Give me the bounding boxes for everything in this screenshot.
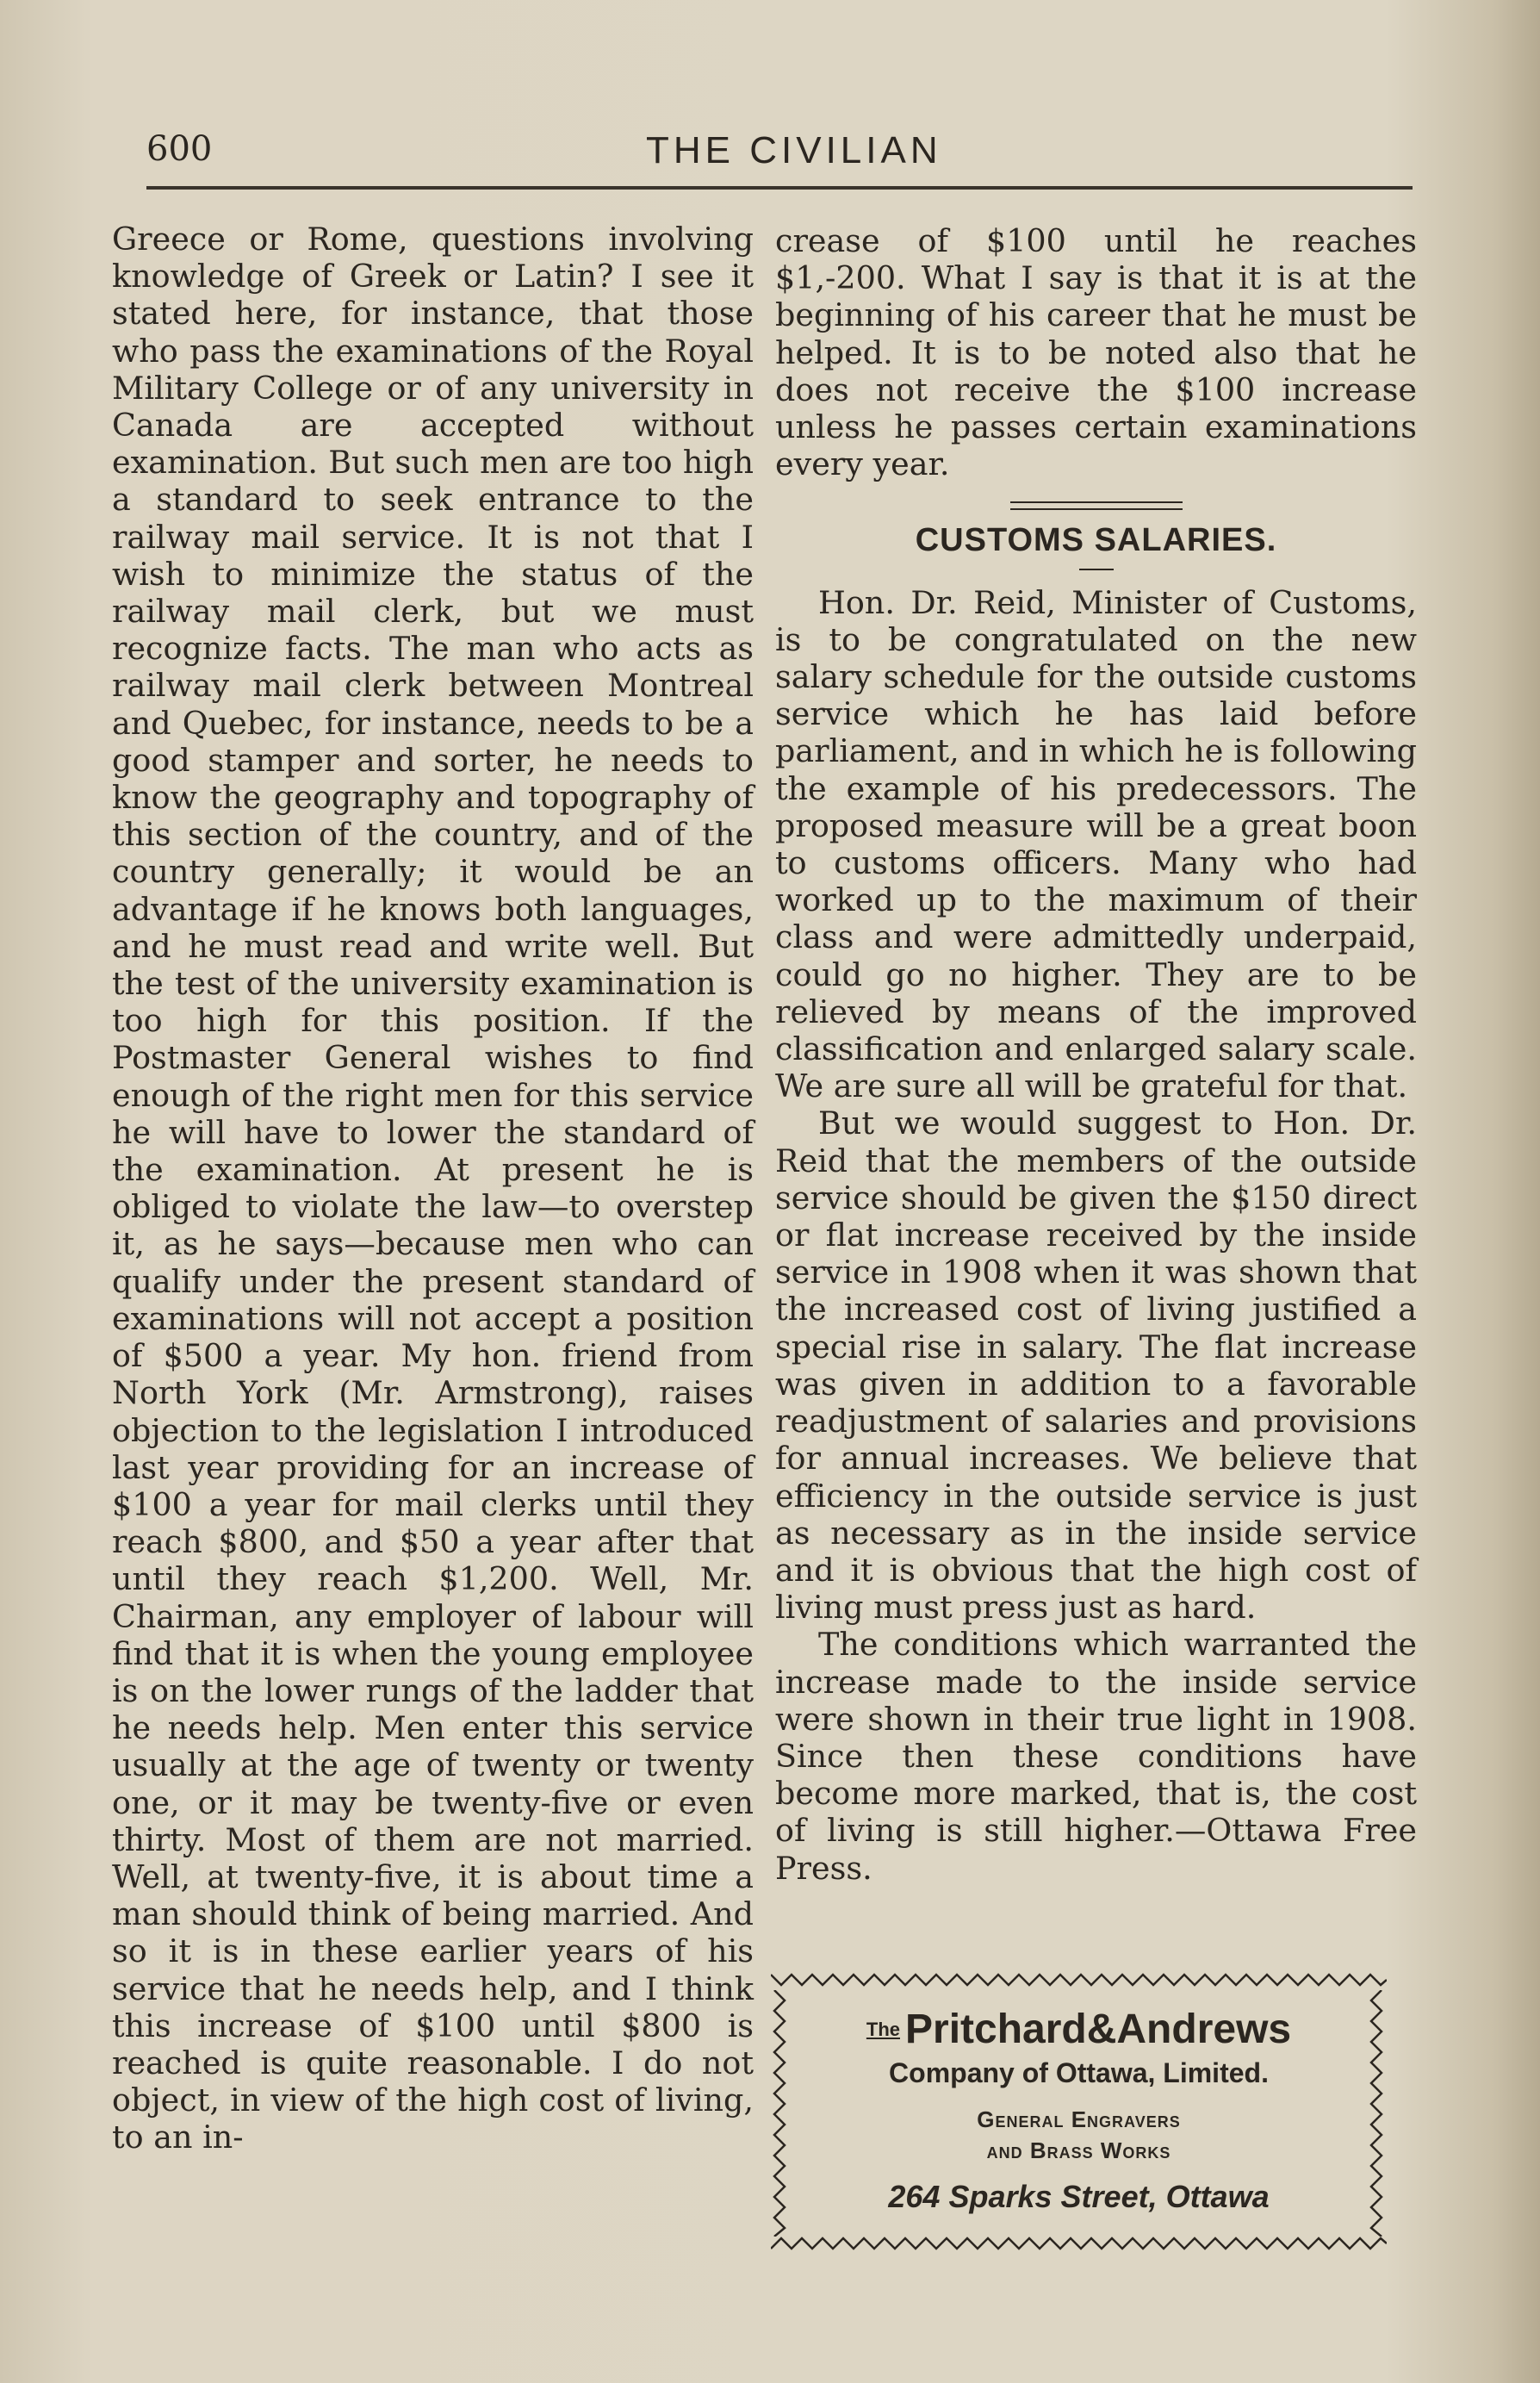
publication-title: THE CIVILIAN [646,129,942,171]
left-column [112,221,754,2156]
ad-services-line-1: General Engravers [977,2106,1181,2132]
ad-the: The [866,2019,900,2040]
advertisement [771,1971,1387,2255]
left-column-paragraph: Greece or Rome, questions involving knowledge of Greek or Latin? I see it stated here, for instance, that those who pass the examinations of the Royal Military College or of any university in Canada are accepted without examination. But such men are too high a standard to seek entrance to the railway mail service. It is not that I wish to minimize the status of the railway mail clerk, but we must recognize facts. The man who acts as railway mail clerk between Montreal and Quebec, for instance, needs to be a good stamper and sorter, he needs to know the geography and topography of this section of the country, and of the country generally; it would be an advantage if he knows both languages, and he must read and write well. But the test of the university examination is too high for this position. If the Postmaster General wishes to find enough of the right men for this service he will have to lower the standard of the examination. At present he is obliged to violate the law—to overstep it, as he says—because men who can qualify under the present standard of examinations will not accept a position of $500 a year. My hon. friend from North York (Mr. Armstrong), raises objection to the legislation I introduced last year providing for an increase of $100 a year for mail clerks until they reach $800, and $50 a year after that until they reach $1,200. Well, Mr. Chairman, any employer of labour will find that it is when the young employee is on the lower rungs of the ladder that he needs help. Men enter this service usually at the age of twenty or twenty one, or it may be twenty-five or even thirty. Most of them are not married. Well, at twenty-five, it is about time a man should think of being married. And so it is in these earlier years of his service that he needs help, and I think this increase of $100 until $800 is reached is quite reasonable. I do not object, in view of the high cost of living, to an in- [112,221,754,2156]
ad-border-right [1368,1990,1387,2237]
header-rule [146,186,1413,190]
section-divider [1010,501,1183,510]
ad-company-line: Company of Ottawa, Limited. [889,2057,1269,2088]
article-paragraph: But we would suggest to Hon. Dr. Reid that the members of the outside service should be given the $150 direct or flat increase received by the inside service in 1908 when it was shown that the increased cost of living justified a special rise in salary. The flat increase was given in addition to a favorable readjustment of salaries and provisions for annual increases. We believe that efficiency in the outside service is just as necessary as in the inside service and it is obvious that the high cost of living must press just as hard. [775,1104,1417,1627]
ad-company-name-line [797,2006,1361,2054]
ad-company-name: Pritchard&Andrews [905,2007,1292,2052]
ad-address: 264 Sparks Street, Ottawa [888,2179,1270,2214]
right-column [775,222,1417,1887]
article-paragraph: The conditions which warranted the increase made to the inside service were shown in their true light in 1908. Since then these conditions have become more marked, that is, the cost of living is still higher.—Ottawa Free Press. [775,1626,1417,1887]
short-divider [1079,569,1114,570]
page-header [146,129,1413,181]
ad-border-left [771,1990,790,2237]
ad-border-top [771,1971,1387,1990]
section-title: CUSTOMS SALARIES. [915,522,1277,559]
page-number: 600 [146,129,213,169]
ad-content [797,2006,1361,2219]
article-paragraph: Hon. Dr. Reid, Minister of Customs, is to be congratulated on the new salary schedule for the outside customs service which he has laid before parliament, and in which he is following the example of his predecessors. The proposed measure will be a great boon to customs officers. Many who had worked up to the maximum of their class and were admittedly underpaid, could go no higher. They are to be relieved by means of the improved classification and enlarged salary scale. We are sure all will be grateful for that. [775,583,1417,1105]
ad-border-bottom [771,2235,1387,2254]
right-column-continuation: crease of $100 until he reaches $1,-200. What I say is that it is at the beginning of his career that he must be helped. It is to be noted also that he does not receive the $100 increase unless he passes certain examinations every year. [775,222,1417,483]
ad-services-line-2: and Brass Works [986,2137,1171,2163]
